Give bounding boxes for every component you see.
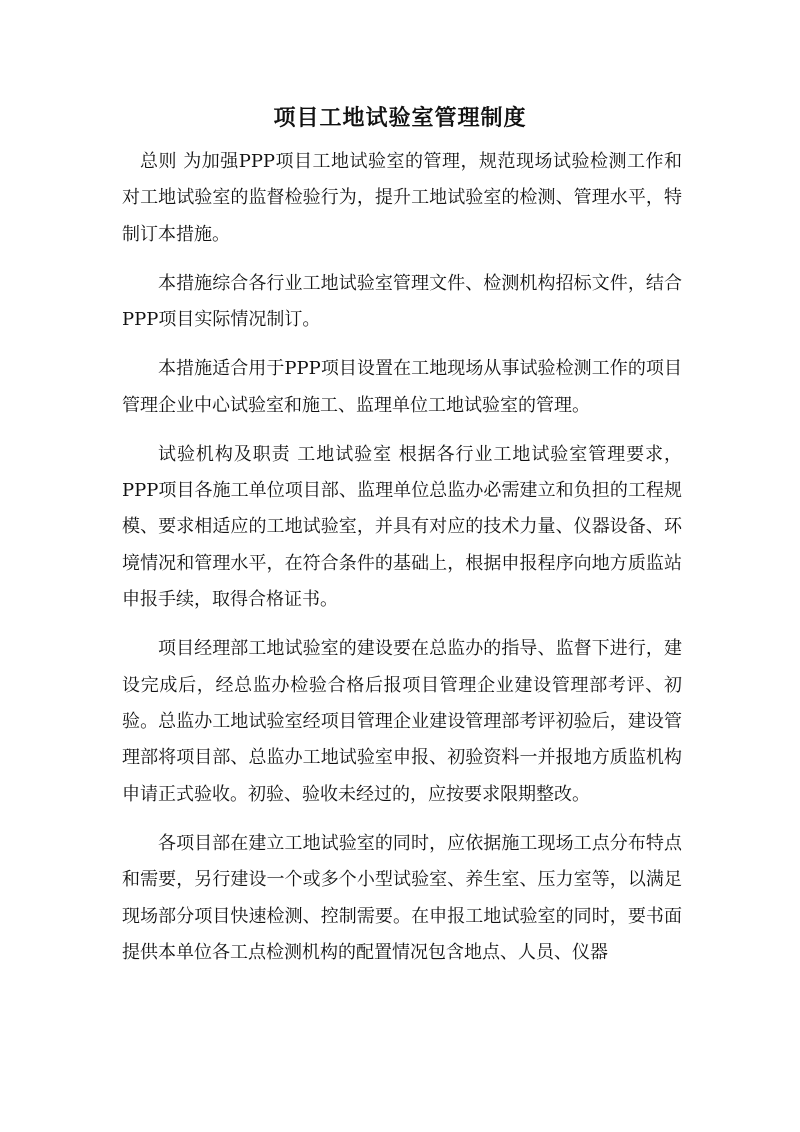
document-body — [122, 144, 682, 984]
paragraph-scope: 本措施适合用于PPP项目设置在工地现场从事试验检测工作的项目管理企业中心试验室和施工、监理单位工地试验室的管理。 — [122, 358, 682, 416]
paragraph-lab-construction: 项目经理部工地试验室的建设要在总监办的指导、监督下进行，建设完成后，经总监办检验合格后报项目管理企业建设管理部考评、初验。总监办工地试验室经项目管理企业建设管理部考评初验后，建设管理部将项目部、总监办工地试验室申报、初验资料一并报地方质监机构申请正式验收。初验、验收未经过的，应按要求限期整改。 — [122, 638, 682, 805]
paragraph-basis: 本措施综合各行业工地试验室管理文件、检测机构招标文件，结合PPP项目实际情况制订。 — [122, 272, 682, 331]
paragraph-small-labs: 各项目部在建立工地试验室的同时，应依据施工现场工点分布特点和需要，另行建设一个或多个小型试验室、养生室、压力室等，以满足现场部分项目快速检测、控制需要。在申报工地试验室的同时，要书面提供本单位各工点检测机构的配置情况包含地点、人员、仪器 — [122, 832, 682, 964]
document-title: 项目工地试验室管理制度 — [273, 105, 527, 131]
paragraph-lab-responsibilities: 试验机构及职责 工地试验室 根据各行业工地试验室管理要求，PPP项目各施工单位项目部、监理单位总监办必需建立和负担的工程规模、要求相适应的工地试验室，并具有对应的技术力量、仪器设备、环境情况和管理水平，在符合条件的基础上，根据申报程序向地方质监站申报手续，取得合格证书。 — [122, 443, 682, 611]
paragraph-general-principles: 总则 为加强PPP项目工地试验室的管理，规范现场试验检测工作和对工地试验室的监督检验行为，提升工地试验室的检测、管理水平，特制订本措施。 — [122, 151, 682, 245]
